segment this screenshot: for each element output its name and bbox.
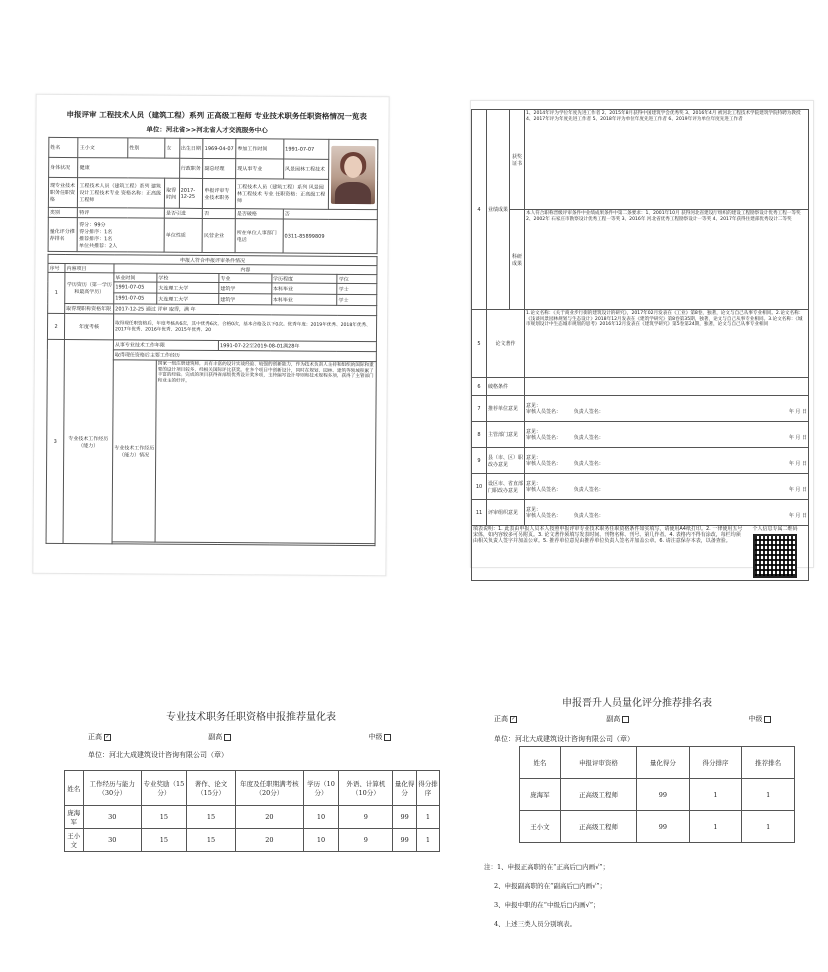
edu-col-header: 专业 bbox=[219, 274, 272, 283]
cell-label: 出生日期 bbox=[179, 138, 203, 158]
unit-type-value: 民营企业 bbox=[202, 218, 235, 252]
header-cell: 工作经历与能力（30分） bbox=[83, 771, 141, 806]
ranking-table bbox=[519, 746, 795, 843]
note-line: 注：1、申报正高职的在“正高后□内画√”； bbox=[484, 863, 610, 871]
row-label: 专业技术工作经历（能力） bbox=[63, 339, 113, 543]
row-number: 11 bbox=[472, 500, 487, 526]
header-cell: 学历（10分） bbox=[303, 771, 339, 806]
edu-cell: 1991-07-05 bbox=[114, 282, 157, 293]
date-label: 年 月 日 bbox=[788, 486, 807, 493]
ranking-unit: 单位：河北大成建筑设计咨询有限公司（章） bbox=[494, 735, 634, 743]
leader-label: 负责人签名： bbox=[573, 408, 604, 415]
cell-label: 现从事专业 bbox=[236, 159, 284, 179]
header-cell: 外语、计算机（10分） bbox=[339, 771, 393, 806]
row-label: 县（市、区）职改办意见 bbox=[487, 448, 525, 474]
checkbox-icon bbox=[224, 734, 231, 741]
level-label: 正高 bbox=[88, 733, 102, 741]
row-label: 取得现任资格后主要工作经历 bbox=[113, 350, 376, 362]
row-label: 破格条件 bbox=[487, 378, 525, 396]
level-checkboxes bbox=[88, 732, 428, 742]
intro-value: 否 bbox=[203, 208, 236, 218]
table-cell: 9 bbox=[339, 829, 393, 852]
row-label: 学历资历（第一学历和最高学历） bbox=[65, 272, 114, 303]
checkbox-icon bbox=[622, 716, 629, 723]
leader-label: 负责人签名： bbox=[573, 434, 604, 441]
table-cell: 正高级工程师 bbox=[560, 779, 636, 811]
table-cell: 99 bbox=[637, 779, 690, 811]
edu-col-header: 学校 bbox=[157, 273, 219, 282]
header-cell: 序号 bbox=[48, 263, 65, 272]
page-title: 申报评审 工程技术人员（建筑工程）系列 正高级工程师 专业技术职务任职资格情况一览表 bbox=[66, 109, 367, 122]
quant-title: 专业技术职务任职资格申报推荐量化表 bbox=[166, 712, 336, 723]
table-cell: 99 bbox=[637, 811, 690, 843]
header-cell: 姓名 bbox=[65, 771, 84, 806]
get-time-value: 2017-12-25 bbox=[179, 178, 203, 208]
table-cell: 30 bbox=[83, 806, 141, 829]
opinion-label: 意见： bbox=[526, 428, 542, 435]
cell-label: 现专业技术职务任职资格 bbox=[48, 177, 78, 207]
row-label: 推荐单位意见 bbox=[487, 396, 525, 422]
level-label: 副高 bbox=[208, 733, 223, 741]
opinion-label: 意见： bbox=[526, 402, 542, 409]
quant-unit: 单位：河北大成建筑设计咨询有限公司（章） bbox=[88, 751, 228, 759]
break-value: 否 bbox=[283, 209, 377, 220]
fill-notes: 填表说明：1. 此表由申报人员本人按照申报评审专业技术职务任职资格条件如实填写，请使用A4纸打印。2. 一律使用五号宋体，如内容较多可另附页。3. 论文著作须填写发表时间、刊物名称、刊号、第几作者。4. 表格内不得有涂改，每栏均须由相关负责人签字并加盖公章。5. 推荐单位意见由推荐单位负责人签名并加盖公章。6. 请注意保存本表，以备查验。 bbox=[473, 526, 743, 544]
cell-label: 性别 bbox=[128, 138, 165, 158]
row-number: 3 bbox=[46, 339, 64, 543]
table-cell: 30 bbox=[83, 829, 141, 852]
table-cell: 1 bbox=[416, 829, 439, 852]
quantification-page bbox=[58, 690, 448, 890]
opinion-cell bbox=[525, 448, 809, 474]
personal-info-table bbox=[48, 137, 379, 254]
work-experience-text: 国家一级注册建筑师，具有丰富的设计实战经验、较强的创新能力，作为技术负责人主持和组织的国际和重要的设计项目较多，经相关国际评比获奖。在多个项目中创新设计，同时在规划、园林、建筑等领域积累了丰富的经验。完成的项目获得省部级优秀设计奖多项，主持编写设计导则和技术规程多项，获得了主管部门和业主的好评。 bbox=[155, 360, 376, 544]
row-label: 从事专业技术工作年限 bbox=[113, 340, 218, 351]
edu-cell: 建筑学 bbox=[219, 283, 272, 294]
ranking-notes bbox=[484, 858, 609, 933]
row-label: 设区市、省直部门职改办意见 bbox=[487, 474, 525, 500]
table-cell: 20 bbox=[236, 806, 303, 829]
table-cell: 1 bbox=[742, 779, 795, 811]
opinion-label: 意见： bbox=[526, 454, 542, 461]
quant-table bbox=[64, 770, 440, 852]
ranking-title: 申报晋升人员量化评分推荐排名表 bbox=[562, 698, 712, 709]
health-value: 健康 bbox=[78, 158, 179, 179]
notes-cell bbox=[472, 526, 809, 581]
edu-col-header: 学历程度 bbox=[272, 274, 338, 283]
dept-phone-value: 0311-85899809 bbox=[283, 219, 377, 254]
header-cell: 量化得分 bbox=[637, 747, 690, 779]
ranking-page bbox=[482, 686, 812, 956]
edu-col-header: 毕业时间 bbox=[114, 273, 157, 282]
row-number: 4 bbox=[472, 110, 487, 310]
table-cell: 15 bbox=[141, 806, 186, 829]
cell-label: 身体状况 bbox=[49, 157, 79, 177]
header-cell: 得分排序 bbox=[416, 771, 439, 806]
date-label: 年 月 日 bbox=[788, 460, 807, 467]
level-label: 中级 bbox=[748, 715, 763, 723]
cell-label: 所在单位人事部门电话 bbox=[235, 219, 283, 253]
opinion-label: 意见： bbox=[526, 506, 542, 513]
row-label: 年度考核 bbox=[64, 313, 113, 339]
table-cell: 15 bbox=[186, 829, 235, 852]
table-cell: 15 bbox=[141, 829, 186, 852]
table-cell: 1 bbox=[742, 811, 795, 843]
cell-label: 单位性质 bbox=[164, 218, 202, 252]
qr-caption: 个人信息专属二维码 bbox=[752, 526, 798, 532]
row-number: 7 bbox=[472, 396, 487, 422]
unit-line: 单位：河北省>>河北省人才交流服务中心 bbox=[146, 125, 268, 135]
level-label: 中级 bbox=[368, 733, 383, 741]
row-label: 评审组织意见 bbox=[487, 500, 525, 526]
cell-label: 是否破格 bbox=[235, 209, 283, 219]
awards-text: 1、2014年评为学位年度先进工作者 2、2015年8月获得中国建筑学会优秀奖 3、2016年4月 被河北工程技术学院建筑学院特聘为教授 4、2017年评为年度先进工作者 5、2018年评为单位年度先进工作者 6、2019年评为单位年度先进工作者 bbox=[525, 110, 809, 210]
checkbox-icon bbox=[764, 716, 771, 723]
cell-label: 量化评分推荐排名 bbox=[48, 217, 78, 251]
cell-label: 参加工作时间 bbox=[236, 139, 284, 159]
table-cell: 1 bbox=[416, 806, 439, 829]
reviewer-label: 审核人员签名： bbox=[526, 408, 562, 415]
header-cell: 著作、论文（15分） bbox=[186, 771, 235, 806]
leader-label: 负责人签名： bbox=[573, 486, 604, 493]
date-label: 年 月 日 bbox=[788, 408, 807, 415]
table-row bbox=[520, 811, 795, 843]
cell-label: 姓名 bbox=[49, 137, 79, 157]
opinion-cell bbox=[525, 396, 809, 422]
edu-cell: 本科毕业 bbox=[271, 294, 337, 305]
table-cell: 正高级工程师 bbox=[560, 811, 636, 843]
table-cell: 99 bbox=[393, 806, 417, 829]
row-label: 业绩成果 bbox=[487, 110, 510, 310]
row-number: 2 bbox=[47, 313, 64, 339]
table-cell: 15 bbox=[186, 806, 235, 829]
edu-note: 2017-12-25 通过 评审 取得，满 年 bbox=[114, 304, 377, 316]
count-value: 单位共推荐：2人 bbox=[79, 242, 118, 249]
leader-label: 负责人签名： bbox=[573, 512, 604, 519]
row-label: 专业技术工作经历（能力）情况 bbox=[112, 360, 156, 542]
row-label: 论文著作 bbox=[487, 310, 525, 378]
header-cell: 量化得分 bbox=[393, 771, 417, 806]
checkbox-checked-icon: ✓ bbox=[105, 733, 110, 740]
row-number: 5 bbox=[472, 310, 487, 378]
table-cell: 王小文 bbox=[520, 811, 561, 843]
opinion-cell bbox=[525, 474, 809, 500]
edu-cell: 1991-07-05 bbox=[114, 293, 157, 304]
header-cell: 内容项目 bbox=[65, 263, 114, 272]
leader-label: 负责人签名： bbox=[573, 460, 604, 467]
checkbox-checked-icon: ✓ bbox=[511, 715, 516, 722]
date-label: 年 月 日 bbox=[788, 434, 807, 441]
break-condition-value bbox=[525, 378, 809, 396]
cell-label: 是否引进 bbox=[164, 208, 202, 218]
edu-cell: 本科毕业 bbox=[271, 283, 337, 294]
table-cell: 1 bbox=[689, 811, 742, 843]
level-checkboxes bbox=[494, 714, 804, 724]
applicant-name: 王小文 bbox=[78, 138, 128, 158]
photo-cell bbox=[328, 139, 377, 209]
papers-text: 1.论文名称：《关于商业步行街的建筑设计的研究》，2017年02月发表在《工业》第8卷，独著，论文与自己从事专业相同。2.论文名称：《浅谈风景园林规划与生态设计》2018年12月发表在《建筑学研究》第8卷第35期，独著，论文与自己从事专业相同。3.论文名称：《城市规划设计中生态城市规划的思考》2016年12月发表在《建筑学研究》第5卷第24期，独著，论文与自己从事专业相同 bbox=[525, 310, 809, 378]
cell-label: 行政职务 bbox=[179, 158, 203, 178]
cell-label: 类别 bbox=[48, 207, 77, 217]
work-start-value: 1991-07-07 bbox=[284, 139, 329, 159]
table-cell: 1 bbox=[689, 779, 742, 811]
opinion-label: 意见： bbox=[526, 480, 542, 487]
birth-value: 1969-04-07 bbox=[203, 138, 236, 158]
rank-rec-value: 推荐排序：1名 bbox=[79, 235, 113, 242]
qualification-summary-page bbox=[32, 94, 389, 576]
table-cell: 20 bbox=[236, 829, 303, 852]
level-label: 副高 bbox=[606, 715, 621, 723]
current-title-value: 工程技术人员（建筑工程）系列 建筑设计工程技术专业 资格名称：正高级工程师 bbox=[78, 178, 165, 209]
row-number: 8 bbox=[472, 422, 487, 448]
opinion-cell bbox=[525, 422, 809, 448]
table-row bbox=[65, 829, 440, 852]
row-number: 10 bbox=[472, 474, 487, 500]
reviewer-label: 审核人员签名： bbox=[526, 486, 562, 493]
header-cell: 专业奖励（15分） bbox=[141, 771, 186, 806]
date-label: 年 月 日 bbox=[788, 512, 807, 519]
row-label: 取得现职称资格年限 bbox=[65, 303, 114, 313]
score-value: 得分：99分 bbox=[79, 221, 106, 228]
reviewer-label: 审核人员签名： bbox=[526, 512, 562, 519]
table-row bbox=[520, 779, 795, 811]
edu-cell: 学士 bbox=[337, 294, 377, 305]
spacer bbox=[112, 542, 375, 546]
profession-value: 风景园林工程技术 bbox=[283, 159, 328, 179]
annual-eval-text: 取得现任职资格后，年度考核共6次，其中优秀6次，合格0次，基本合格及以下0次。优秀年度：2019年优秀、2018年优秀、2017年优秀、2016年优秀、2015年优秀、20 bbox=[113, 314, 376, 342]
row-label: 主管部门意见 bbox=[487, 422, 525, 448]
row-number: 9 bbox=[472, 448, 487, 474]
score-block bbox=[78, 218, 165, 253]
work-years-value: 1991-07-22至2019-08-01满28年 bbox=[218, 341, 376, 352]
cell-label: 申报评审专业技术职务 bbox=[203, 178, 236, 208]
conditions-table bbox=[46, 254, 378, 546]
edu-cell: 大连理工大学 bbox=[157, 282, 219, 293]
note-line: 2、申报副高职的在“副高后□内画√”； bbox=[494, 881, 607, 890]
section-title: 申报人符合申报评审条件情况 bbox=[48, 254, 377, 265]
edu-cell: 建筑学 bbox=[219, 294, 272, 305]
table-cell: 庞海军 bbox=[65, 806, 84, 829]
qr-code-icon bbox=[753, 534, 797, 578]
note-line: 4、上述三类人员分别填表。 bbox=[494, 919, 577, 928]
header-cell: 姓名 bbox=[520, 747, 561, 779]
note-line: 3、申报中职的在“中级后□内画√”； bbox=[494, 900, 600, 909]
cell-label: 取得时间 bbox=[165, 178, 180, 208]
row-number: 6 bbox=[472, 378, 487, 396]
sex-value: 女 bbox=[165, 138, 180, 158]
table-cell: 99 bbox=[393, 829, 417, 852]
applicant-photo bbox=[331, 145, 375, 203]
edu-cell: 大连理工大学 bbox=[157, 293, 219, 304]
opinion-cell bbox=[525, 500, 809, 526]
edu-cell: 学士 bbox=[337, 283, 377, 294]
table-cell: 9 bbox=[339, 806, 393, 829]
table-row bbox=[65, 806, 440, 829]
row-number: 1 bbox=[48, 272, 65, 313]
research-text: 本人符合职称晋级评审条件中业绩成果条件中第二条要求：1、2001年10月 获得河北省建设厅组织的建设工程勘察设计优秀工程一等奖 2、2002年 石家庄市勘察设计优秀工程一等奖 3、2016年 河北省优秀工程勘察设计一等奖 4、2017年获得住建部优秀设计二等奖 bbox=[525, 210, 809, 310]
header-cell: 得分排序 bbox=[689, 747, 742, 779]
row-label: 获奖证书 bbox=[510, 110, 525, 210]
row-label: 科研成果 bbox=[510, 210, 525, 310]
special-value: 特评 bbox=[78, 208, 165, 219]
table-cell: 10 bbox=[303, 806, 339, 829]
level-label: 正高 bbox=[494, 715, 508, 723]
table-cell: 庞海军 bbox=[520, 779, 561, 811]
rank-title-value: 得分排序：1名 bbox=[79, 228, 113, 235]
admin-value: 副总经理 bbox=[203, 158, 236, 178]
reviewer-label: 审核人员签名： bbox=[526, 434, 562, 441]
table-cell: 10 bbox=[303, 829, 339, 852]
table-cell: 王小文 bbox=[65, 829, 84, 852]
reviewer-label: 审核人员签名： bbox=[526, 460, 562, 467]
header-cell: 年度及任职期满考核（20分） bbox=[236, 771, 303, 806]
edu-col-header: 学位 bbox=[337, 274, 377, 283]
header-cell: 申报评审资格 bbox=[560, 747, 636, 779]
checkbox-icon bbox=[384, 734, 391, 741]
apply-title-value: 工程技术人员（建筑工程）系列 风景园林工程技术 专业 任职资格：正高级工程师 bbox=[235, 179, 328, 210]
qualification-summary-page-2 bbox=[470, 100, 814, 568]
header-cell: 推荐排名 bbox=[742, 747, 795, 779]
header-cell: 内容 bbox=[114, 264, 377, 275]
achievements-table bbox=[471, 109, 809, 581]
